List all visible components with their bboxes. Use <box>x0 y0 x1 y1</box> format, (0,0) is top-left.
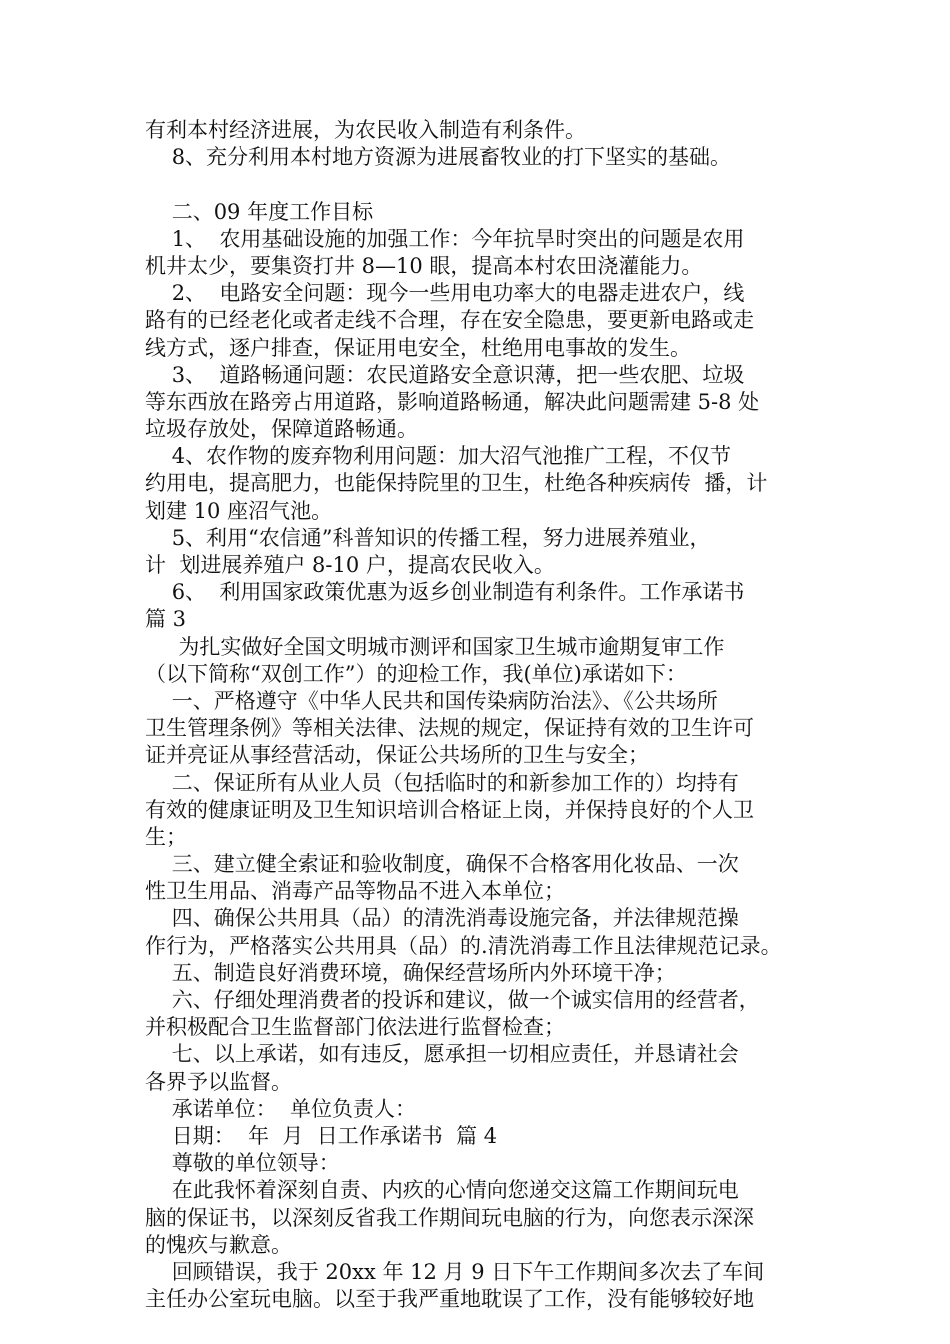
text-line: 路有的已经老化或者走线不合理，存在安全隐患，要更新电路或走 <box>145 308 754 333</box>
text-line: 约用电，提高肥力，也能保持院里的卫生，杜绝各种疾病传 播，计 <box>145 471 768 496</box>
text-line: 四、确保公共用具（品）的清洗消毒设施完备，并法律规范操 <box>145 906 739 931</box>
blank-line <box>145 171 810 198</box>
text-line: 六、仔细处理消费者的投诉和建议，做一个诚实信用的经营者， <box>145 988 760 1012</box>
text-line: 1、 农用基础设施的加强工作：今年抗旱时突出的问题是农用 <box>145 226 745 251</box>
text-line: 五、制造良好消费环境，确保经营场所内外环境干净； <box>145 960 676 985</box>
text-line: 承诺单位： 单位负责人： <box>145 1096 417 1121</box>
text-line: 一、严格遵守《中华人民共和国传染病防治法》、《公共场所 <box>145 688 718 713</box>
text-line: 计 划进展养殖户 8-10 户，提高农民收入。 <box>145 553 555 577</box>
text-line: 卫生管理条例》等相关法律、法规的规定，保证持有效的卫生许可 <box>145 716 754 741</box>
text-line: 垃圾存放处，保障道路畅通。 <box>145 417 418 442</box>
text-line: 的愧疚与歉意。 <box>145 1232 292 1257</box>
text-line: 6、 利用国家政策优惠为返乡创业制造有利条件。工作承诺书 <box>145 580 745 605</box>
document-body <box>145 117 810 1313</box>
text-line: 在此我怀着深刻自责、内疚的心情向您递交这篇工作期间玩电 <box>145 1178 739 1203</box>
text-line: 为扎实做好全国文明城市测评和国家卫生城市逾期复审工作 <box>145 634 725 659</box>
text-line: 证并亮证从事经营活动，保证公共场所的卫生与安全； <box>145 743 649 768</box>
text-line: 脑的保证书，以深刻反省我工作期间玩电脑的行为，向您表示深深 <box>145 1205 754 1230</box>
text-line: 七、以上承诺，如有违反，愿承担一切相应责任，并恳请社会 <box>145 1042 739 1067</box>
text-line: 线方式，逐户排查，保证用电安全，杜绝用电事故的发生。 <box>145 335 691 360</box>
text-line: 二、保证所有从业人员（包括临时的和新参加工作的）均持有 <box>145 770 739 795</box>
text-line: （以下简称“双创工作”）的迎检工作，我(单位)承诺如下： <box>145 661 687 686</box>
text-line: 篇 3 <box>145 607 187 632</box>
text-line: 尊敬的单位领导： <box>145 1151 340 1176</box>
text-line: 4、农作物的废弃物利用问题：加大沼气池推广工程，不仅节 <box>145 444 732 469</box>
text-line: 二、09 年度工作目标 <box>145 199 374 224</box>
text-line: 日期： 年 月 日工作承诺书 篇 4 <box>145 1123 498 1148</box>
text-line: 各界予以监督。 <box>145 1069 292 1094</box>
text-line: 生； <box>145 824 187 849</box>
text-line: 3、 道路畅通问题：农民道路安全意识薄，把一些农肥、垃圾 <box>145 362 745 387</box>
text-line: 三、建立健全索证和验收制度，确保不合格客用化妆品、一次 <box>145 852 739 877</box>
text-line: 5、利用“农信通”科普知识的传播工程，努力进展养殖业， <box>145 525 711 550</box>
text-line: 作行为，严格落实公共用具（品）的.清洗消毒工作且法律规范记录。 <box>145 933 782 958</box>
text-line: 机井太少，要集资打井 8—10 眼，提高本村农田浇灌能力。 <box>145 253 703 278</box>
text-line: 性卫生用品、消毒产品等物品不进入本单位； <box>145 879 565 904</box>
text-line: 并积极配合卫生监督部门依法进行监督检查； <box>145 1015 565 1040</box>
text-line: 有利本村经济进展，为农民收入制造有利条件。 <box>145 118 586 142</box>
text-line: 有效的健康证明及卫生知识培训合格证上岗，并保持良好的个人卫 <box>145 797 754 822</box>
text-line: 划建 10 座沼气池。 <box>145 498 333 523</box>
text-line: 等东西放在路旁占用道路，影响道路畅通，解决此问题需建 5-8 处 <box>145 389 760 414</box>
text-line: 8、充分利用本村地方资源为进展畜牧业的打下坚实的基础。 <box>145 145 732 170</box>
text-line: 主任办公室玩电脑。以至于我严重地耽误了工作，没有能够较好地 <box>145 1287 754 1312</box>
text-line: 回顾错误，我于 20xx 年 12 月 9 日下午工作期间多次去了车间 <box>145 1259 765 1284</box>
text-line: 2、 电路安全问题：现今一些用电功率大的电器走进农户，线 <box>145 281 745 306</box>
